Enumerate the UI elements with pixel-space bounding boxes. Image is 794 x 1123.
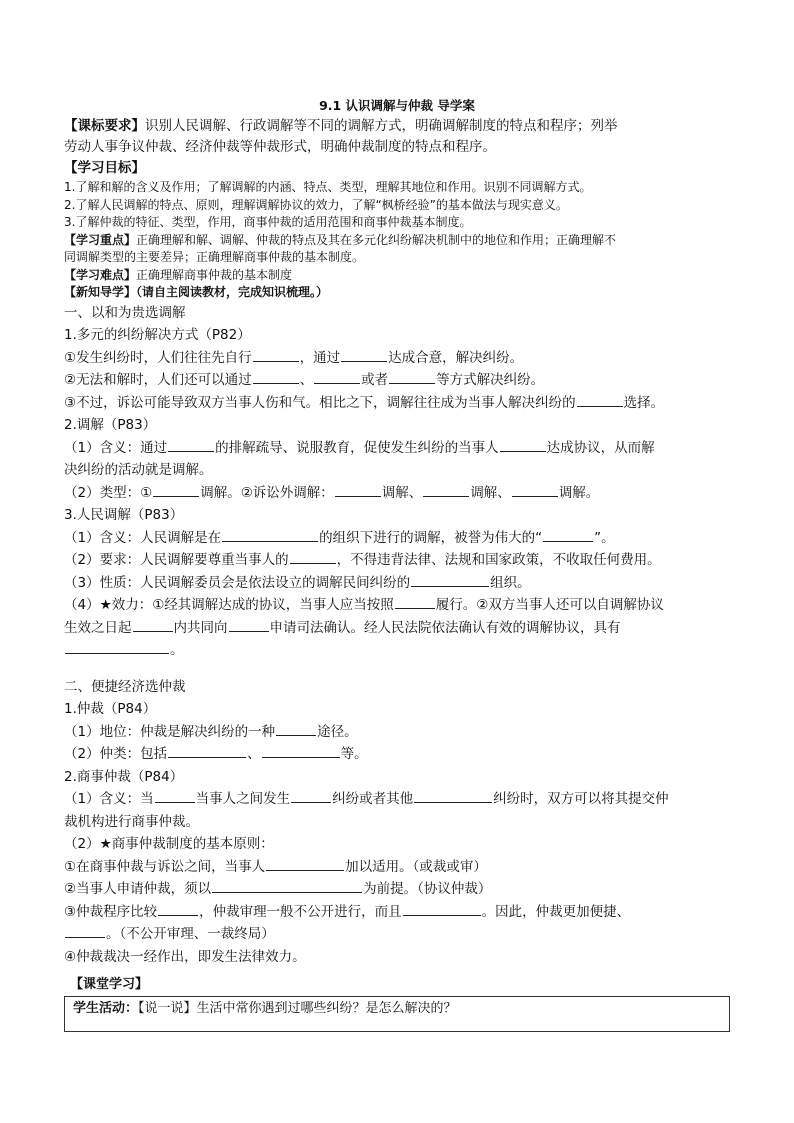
answer-blank[interactable] <box>543 528 593 542</box>
text: ③不过，诉讼可能导致双方当事人伤和气。相比之下，调解往往成为当事人解决纠纷的 <box>64 394 576 411</box>
fill-line <box>64 923 730 946</box>
worksheet-page <box>64 96 730 1032</box>
part1-s3-title: 3.人民调解（P83） <box>64 507 184 523</box>
text: ，通过 <box>299 349 341 366</box>
difficulty-section <box>64 267 730 285</box>
curriculum-requirement <box>64 116 730 158</box>
text-line: 决纠纷的活动就是调解。 <box>64 462 213 478</box>
page-title: 9.1 认识调解与仲裁 导学案 <box>319 98 475 113</box>
text: ③仲裁程序比较 <box>64 903 158 920</box>
answer-blank[interactable] <box>500 438 546 452</box>
answer-blank[interactable] <box>266 857 344 871</box>
fill-line <box>64 788 730 811</box>
part2-s1-title: 1.仲裁（P84） <box>64 701 157 717</box>
fill-line <box>64 617 730 640</box>
fill-line <box>64 527 730 550</box>
text: ①发生纠纷时，人们往往先自行 <box>64 349 252 366</box>
fill-line <box>64 572 730 595</box>
focus-section <box>64 232 730 267</box>
part1-s2-title: 2.调解（P83） <box>64 417 157 433</box>
answer-blank[interactable] <box>335 483 381 497</box>
text: （4）★效力：①经其调解达成的协议，当事人应当按照 <box>64 597 394 613</box>
text: 。（不公开审理、一裁终局） <box>106 926 275 942</box>
text: （1）含义：当 <box>64 791 154 807</box>
text: 。 <box>170 642 184 658</box>
text: 履行。②双方当事人还可以自调解协议 <box>435 597 664 613</box>
goal-item: 2.了解人民调解的特点、原则，理解调解协议的效力，了解“枫桥经验”的基本做法与现实意义。 <box>64 197 568 212</box>
activity-text: 【说一说】生活中常你遇到过哪些纠纷？是怎么解决的？ <box>138 1001 457 1016</box>
focus-tag: 【学习重点】 <box>64 232 137 247</box>
text: 选择。 <box>623 394 665 411</box>
fill-line <box>64 347 730 370</box>
text: 达成协议，从而解 <box>546 439 655 456</box>
text: 达成合意，解决纠纷。 <box>388 349 524 366</box>
text: 的排解疏导、说服教育，促使发生纠纷的当事人 <box>215 439 499 456</box>
text: 为前提。（协议仲裁） <box>363 881 492 897</box>
answer-blank[interactable] <box>212 879 362 893</box>
fill-line <box>64 901 730 924</box>
focus-text-2: 同调解类型的主要差异；正确理解商事仲裁的基本制度。 <box>64 250 365 264</box>
fill-line <box>64 437 730 460</box>
answer-blank[interactable] <box>158 902 198 916</box>
answer-blank[interactable] <box>155 789 195 803</box>
answer-blank[interactable] <box>314 370 360 384</box>
answer-blank[interactable] <box>153 483 199 497</box>
text: 纠纷时，双方可以将其提交仲 <box>493 791 669 807</box>
answer-blank[interactable] <box>403 902 481 916</box>
text: （2）要求：人民调解要尊重当事人的 <box>64 552 289 568</box>
fill-line <box>64 856 730 879</box>
answer-blank[interactable] <box>262 744 340 758</box>
text: ②当事人申请仲裁，须以 <box>64 881 212 897</box>
text: （1）含义：通过 <box>64 439 168 456</box>
activity-tag: 学生活动： <box>73 1001 139 1016</box>
text: 、 <box>299 372 314 388</box>
fill-line <box>64 482 730 505</box>
text: ，不得违背法律、法规和国家政策，不收取任何费用。 <box>336 552 661 568</box>
difficulty-text: 正确理解商事仲裁的基本制度 <box>136 267 293 282</box>
text: （1）含义：人民调解是在 <box>64 529 222 546</box>
goal-item: 1.了解和解的含义及作用；了解调解的内涵、特点、类型，理解其地位和作用。识别不同调解方式。 <box>64 180 592 194</box>
text-line: （2）★商事仲裁制度的基本原则： <box>64 836 274 852</box>
difficulty-tag: 【学习难点】 <box>64 267 137 282</box>
answer-blank[interactable] <box>290 550 336 564</box>
answer-blank[interactable] <box>133 618 173 632</box>
student-activity-box[interactable] <box>64 996 730 1032</box>
answer-blank[interactable] <box>276 722 316 736</box>
goal-item: 3.了解仲裁的特征、类型，作用，商事仲裁的适用范围和商事仲裁基本制度。 <box>64 215 472 229</box>
text: （2）类型：① <box>64 484 153 501</box>
text: ②无法和解时，人们还可以通过 <box>64 372 252 388</box>
text: ”。 <box>594 529 615 546</box>
newknow-note: （请自主阅读教材，完成知识梳理。） <box>136 285 329 299</box>
answer-blank[interactable] <box>222 528 318 542</box>
text: 调解。 <box>558 484 600 501</box>
classroom-heading: 【课堂学习】 <box>70 977 149 992</box>
text: 组织。 <box>490 574 531 591</box>
text: 调解、 <box>470 484 511 501</box>
text: （2）仲类：包括 <box>64 746 168 762</box>
goals-tag: 【学习目标】 <box>64 160 145 176</box>
answer-blank[interactable] <box>414 789 492 803</box>
newknow-section <box>64 284 730 302</box>
spacer <box>64 662 730 676</box>
text-line: 裁机构进行商事仲裁。 <box>64 813 199 830</box>
answer-blank[interactable] <box>168 744 246 758</box>
text: （3）性质：人民调解委员会是依法设立的调解民间纠纷的 <box>64 574 411 591</box>
text: 内共同向 <box>173 619 228 636</box>
fill-line <box>64 549 730 572</box>
text: 纠纷或者其他 <box>332 791 414 807</box>
text: 调解、 <box>381 484 423 501</box>
text: 的组织下进行的调解，被誉为伟大的“ <box>319 529 543 546</box>
answer-blank[interactable] <box>291 789 331 803</box>
text: 途径。 <box>317 723 358 740</box>
part2-s2-title: 2.商事仲裁（P84） <box>64 768 184 785</box>
text: 、 <box>247 746 261 762</box>
part1-s1-title: 1.多元的纠纷解决方式（P82） <box>64 327 251 343</box>
text: ①在商事仲裁与诉讼之间，当事人 <box>64 858 266 875</box>
text: 等。 <box>340 746 368 762</box>
answer-blank[interactable] <box>577 393 623 407</box>
text: 等方式解决纠纷。 <box>436 372 545 388</box>
answer-blank[interactable] <box>65 640 169 654</box>
text: ，仲裁审理一般不公开进行，而且 <box>199 903 402 920</box>
focus-text-1: 正确理解和解、调解、仲裁的特点及其在多元化纠纷解决机制中的地位和作用；正确理解不 <box>136 232 617 247</box>
curriculum-text-1: 识别人民调解、行政调解等不同的调解方式，明确调解制度的特点和程序；列举 <box>145 118 618 134</box>
fill-line <box>64 721 730 744</box>
text: （1）地位：仲裁是解决纠纷的一种 <box>64 723 276 740</box>
answer-blank[interactable] <box>341 348 387 362</box>
fill-line <box>64 639 730 662</box>
curriculum-text-2: 劳动人事争议仲裁、经济仲裁等仲裁形式，明确仲裁制度的特点和程序。 <box>64 139 496 155</box>
part1-heading: 一、以和为贵选调解 <box>64 304 186 321</box>
fill-line <box>64 369 730 392</box>
text: 调解。②诉讼外调解： <box>200 484 334 501</box>
answer-blank[interactable] <box>65 924 105 938</box>
fill-line <box>64 878 730 901</box>
text: 申请司法确认。经人民法院依法确认有效的调解协议，具有 <box>269 619 621 636</box>
answer-blank[interactable] <box>389 370 435 384</box>
newknow-tag: 【新知导学】 <box>64 285 137 299</box>
answer-blank[interactable] <box>512 483 558 497</box>
fill-line <box>64 594 730 617</box>
answer-blank[interactable] <box>411 573 489 587</box>
answer-blank[interactable] <box>423 483 469 497</box>
answer-blank[interactable] <box>229 618 269 632</box>
answer-blank[interactable] <box>395 595 435 609</box>
fill-line <box>64 743 730 766</box>
curriculum-tag: 【课标要求】 <box>64 118 145 134</box>
answer-blank[interactable] <box>253 348 299 362</box>
part2-heading: 二、便捷经济选仲裁 <box>64 678 186 695</box>
text: 当事人之间发生 <box>195 791 291 807</box>
text: 或者 <box>361 372 389 388</box>
text: 。因此，仲裁更加便捷、 <box>481 903 631 920</box>
text: 加以适用。（或裁或审） <box>345 858 487 875</box>
text: 生效之日起 <box>64 619 132 636</box>
answer-blank[interactable] <box>168 438 214 452</box>
fill-line <box>64 392 730 415</box>
text-line: ④仲裁裁决一经作出，即发生法律效力。 <box>64 948 306 965</box>
answer-blank[interactable] <box>253 370 299 384</box>
